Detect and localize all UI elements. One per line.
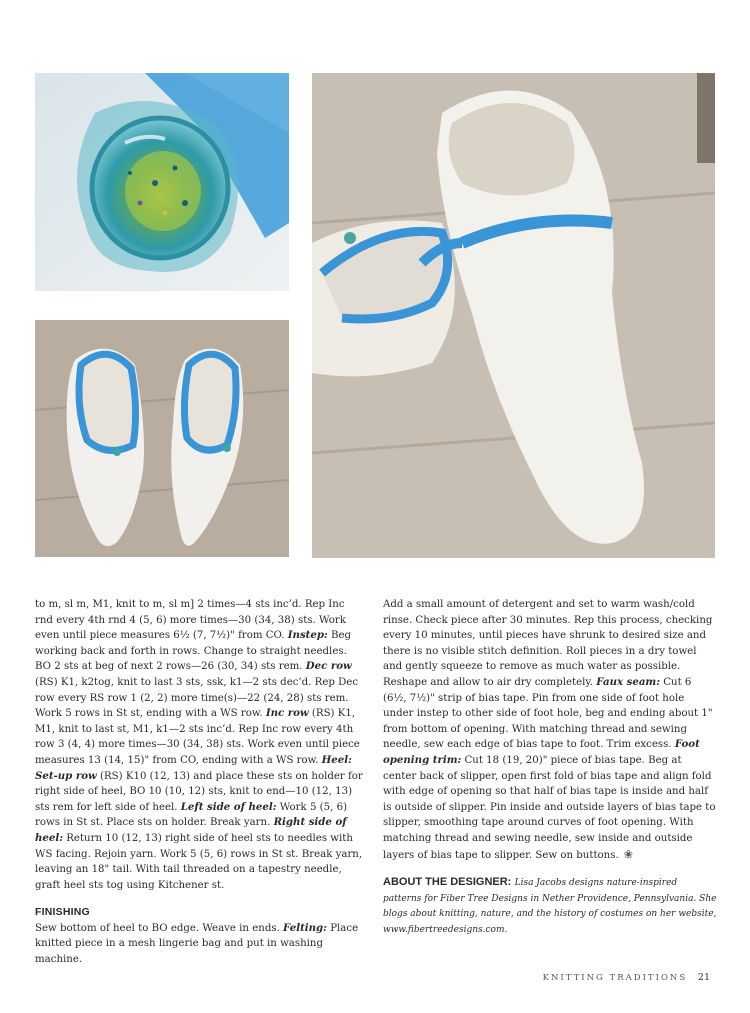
text-column-left [35,597,365,968]
photo-slipper-single [312,73,715,558]
finishing-paragraph [35,921,365,968]
body-text: Beg working back and forth in rows. Change to straight needles. BO 2 sts at beg of next 2 rows—26 (30, 34) sts rem. [35,630,352,673]
run-in-heading: Foot opening trim: [383,738,700,766]
photo-glass-button [35,73,289,291]
about-designer-heading: ABOUT THE DESIGNER: [383,876,512,889]
about-designer-text: Lisa Jacobs designs nature-inspired patterns for Fiber Tree Designs in Nether Providence, Pennsylvania. She blogs about knitting, nature, and the history of costumes on her website, www.fibertreedesigns.com. [383,878,717,935]
about-the-designer [383,875,718,937]
body-text: Add a small amount of detergent and set to warm wash/cold rinse. Check piece after 30 minutes. Rep this process, checking every 10 minutes, until pieces have shrunk to desired size and there is no visible stitch definition. Roll pieces in a dry towel and gently squeeze to remove as much water as possible. Reshape and allow to air dry completely. [383,599,713,688]
run-in-heading: Dec row [305,660,352,673]
page-number: 21 [697,972,710,983]
instructions-paragraph [35,597,365,893]
body-text: (RS) K1, M1, knit to last st, M1, k1—2 sts inc’d. Rep Inc row every 4th row 3 (4, 4) more times—30 (34, 38) sts. Work even until piece measures 13 (14, 15)" from CO, ending with a WS row. [35,708,360,766]
publication-name: KNITTING TRADITIONS [542,973,688,983]
body-text: Cut 6 (6½, 7½)" strip of bias tape. Pin from one side of foot hole under instep to other side of foot hole, beg and ending about 1" from bottom of opening. With matching thread and sewing needle, sew each edge of bias tape to foot. Trim excess. [383,676,713,751]
body-text: to m, sl m, M1, knit to m, sl m] 2 times—4 sts inc’d. Rep Inc rnd every 4th rnd 4 (5, 6) more times—30 (34, 38) sts. Work even until piece measures 6½ (7, 7½)" from CO. [35,599,346,642]
photo-slipper-pair [35,320,289,557]
run-in-heading: Felting: [283,921,327,934]
run-in-heading: Left side of heel: [180,800,277,813]
body-text: Cut 18 (19, 20)" piece of bias tape. Beg at center back of slipper, open first fold of bias tape and align fold with edge of opening so that half of bias tape is inside and half is outside of slipper. Pin inside and outside layers of bias tape to slipper, smoothing tape around curves of foot opening. With matching thread and sewing needle, sew inside and outside layers of bias tape to slipper. Sew on buttons. [383,754,716,861]
finishing-continued-paragraph [383,597,718,863]
page-footer [543,972,710,983]
body-text: Sew bottom of heel to BO edge. Weave in ends. [35,922,284,934]
text-column-right [383,597,718,937]
body-text: (RS) K1, k2tog, knit to last 3 sts, ssk, k1—2 sts dec’d. Rep Dec row every RS row 1 (2, 2) more time(s)—22 (24, 28) sts rem. Work 5 rows in St st, ending with a WS row. [35,676,359,720]
section-heading-finishing: FINISHING [35,906,90,919]
run-in-heading: Instep: [287,629,328,642]
run-in-heading: Heel: Set-up row [35,753,352,782]
run-in-heading: Faux seam: [596,675,660,688]
body-text: Work 5 (5, 6) rows in St st. Place sts on holder. Break yarn. [35,801,348,829]
flower-ornament-icon: ❀ [623,847,633,861]
body-text: Return 10 (12, 13) right side of heel sts to needles with WS facing. Rejoin yarn. Work 5 (5, 6) rows in St st. Break yarn, leaving an 18" tail. With tail threaded on a tapestry needle, graft heel sts tog using Kitchener st. [35,832,363,891]
run-in-heading: Inc row [265,707,309,720]
body-text: (RS) K10 (12, 13) and place these sts on holder for right side of heel, BO 10 (10, 12) sts, knit to end—10 (12, 13) sts rem for left side of heel. [35,770,363,813]
run-in-heading: Right side of heel: [35,816,347,844]
body-text: Place knitted piece in a mesh lingerie bag and put in washing machine. [35,922,359,966]
